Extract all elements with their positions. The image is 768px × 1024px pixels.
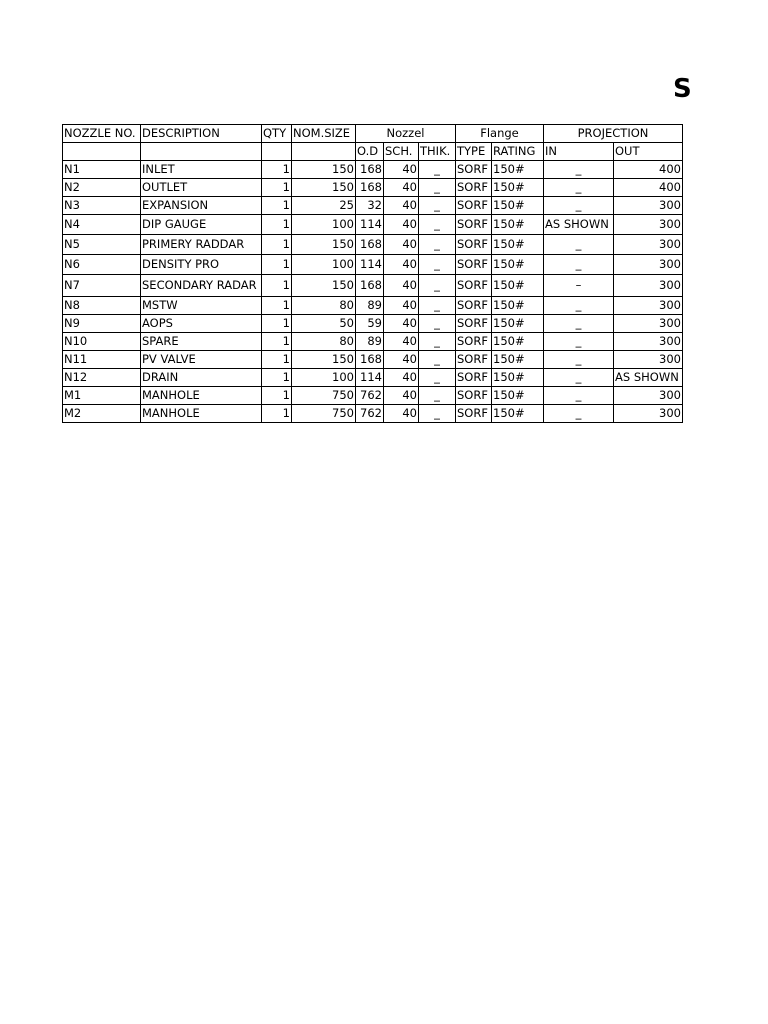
table-body	[63, 161, 683, 423]
cell-type: SORF	[456, 161, 492, 179]
table-subheader-row	[63, 143, 683, 161]
subheader-thik: THIK.	[419, 143, 456, 161]
cell-projection-in: _	[544, 351, 614, 369]
cell-qty: 1	[262, 297, 292, 315]
cell-type: SORF	[456, 351, 492, 369]
cell-qty: 1	[262, 351, 292, 369]
subheader-type: TYPE	[456, 143, 492, 161]
cell-od: 168	[356, 235, 384, 255]
cell-sch: 40	[384, 197, 419, 215]
subheader-empty	[292, 143, 356, 161]
table-header-row	[63, 125, 683, 143]
table-row	[63, 197, 683, 215]
cell-nom-size: 750	[292, 387, 356, 405]
cell-projection-in: –	[544, 275, 614, 297]
cell-thik: _	[419, 197, 456, 215]
cell-thik: _	[419, 315, 456, 333]
cell-nom-size: 100	[292, 369, 356, 387]
cell-description: SPARE	[141, 333, 262, 351]
cell-nozzle-no: N2	[63, 179, 141, 197]
cell-nozzle-no: N6	[63, 255, 141, 275]
header-flange: Flange	[456, 125, 544, 143]
cell-description: MANHOLE	[141, 405, 262, 423]
cell-projection-out: AS SHOWN	[614, 369, 683, 387]
cell-qty: 1	[262, 315, 292, 333]
cell-nom-size: 150	[292, 161, 356, 179]
cell-sch: 40	[384, 315, 419, 333]
cell-projection-in: _	[544, 161, 614, 179]
cell-projection-out: 300	[614, 405, 683, 423]
cell-projection-out: 300	[614, 197, 683, 215]
cell-projection-out: 300	[614, 297, 683, 315]
cell-od: 89	[356, 333, 384, 351]
cell-od: 168	[356, 275, 384, 297]
cell-sch: 40	[384, 215, 419, 235]
page-title-fragment: S	[673, 74, 692, 104]
table-row	[63, 333, 683, 351]
cell-rating: 150#	[492, 179, 544, 197]
subheader-in: IN	[544, 143, 614, 161]
cell-nom-size: 80	[292, 333, 356, 351]
nozzle-schedule-table	[62, 124, 683, 423]
cell-od: 89	[356, 297, 384, 315]
cell-type: SORF	[456, 369, 492, 387]
cell-sch: 40	[384, 387, 419, 405]
cell-thik: _	[419, 297, 456, 315]
header-description: DESCRIPTION	[141, 125, 262, 143]
cell-od: 114	[356, 255, 384, 275]
cell-projection-out: 300	[614, 333, 683, 351]
cell-qty: 1	[262, 387, 292, 405]
cell-type: SORF	[456, 333, 492, 351]
cell-od: 32	[356, 197, 384, 215]
cell-rating: 150#	[492, 333, 544, 351]
cell-projection-in: _	[544, 369, 614, 387]
cell-qty: 1	[262, 333, 292, 351]
cell-qty: 1	[262, 161, 292, 179]
table-row	[63, 161, 683, 179]
cell-nozzle-no: N1	[63, 161, 141, 179]
subheader-rating: RATING	[492, 143, 544, 161]
cell-type: SORF	[456, 405, 492, 423]
cell-rating: 150#	[492, 315, 544, 333]
cell-projection-in: _	[544, 315, 614, 333]
cell-projection-out: 300	[614, 387, 683, 405]
cell-od: 168	[356, 161, 384, 179]
cell-projection-out: 400	[614, 179, 683, 197]
cell-description: DRAIN	[141, 369, 262, 387]
cell-sch: 40	[384, 351, 419, 369]
cell-projection-out: 300	[614, 215, 683, 235]
subheader-empty	[63, 143, 141, 161]
cell-projection-out: 300	[614, 351, 683, 369]
cell-nozzle-no: N9	[63, 315, 141, 333]
header-nom-size: NOM.SIZE	[292, 125, 356, 143]
cell-projection-out: 300	[614, 275, 683, 297]
cell-nozzle-no: N7	[63, 275, 141, 297]
cell-type: SORF	[456, 179, 492, 197]
table-row	[63, 315, 683, 333]
cell-sch: 40	[384, 275, 419, 297]
cell-nom-size: 100	[292, 255, 356, 275]
cell-thik: _	[419, 179, 456, 197]
cell-od: 59	[356, 315, 384, 333]
cell-sch: 40	[384, 297, 419, 315]
cell-projection-in: _	[544, 235, 614, 255]
cell-description: MANHOLE	[141, 387, 262, 405]
cell-qty: 1	[262, 255, 292, 275]
cell-type: SORF	[456, 297, 492, 315]
cell-projection-out: 300	[614, 315, 683, 333]
cell-projection-out: 300	[614, 255, 683, 275]
cell-qty: 1	[262, 215, 292, 235]
table-row	[63, 369, 683, 387]
cell-sch: 40	[384, 405, 419, 423]
cell-nom-size: 100	[292, 215, 356, 235]
subheader-od: O.D	[356, 143, 384, 161]
cell-projection-in: _	[544, 387, 614, 405]
table-row	[63, 351, 683, 369]
cell-nom-size: 150	[292, 351, 356, 369]
cell-rating: 150#	[492, 235, 544, 255]
cell-thik: _	[419, 235, 456, 255]
cell-rating: 150#	[492, 215, 544, 235]
table-row	[63, 179, 683, 197]
header-nozzle-no: NOZZLE NO.	[63, 125, 141, 143]
cell-thik: _	[419, 275, 456, 297]
cell-od: 762	[356, 387, 384, 405]
cell-rating: 150#	[492, 197, 544, 215]
cell-rating: 150#	[492, 387, 544, 405]
cell-description: DENSITY PRO	[141, 255, 262, 275]
cell-nozzle-no: N8	[63, 297, 141, 315]
subheader-empty	[262, 143, 292, 161]
table-row	[63, 235, 683, 255]
cell-projection-in: _	[544, 179, 614, 197]
cell-nom-size: 25	[292, 197, 356, 215]
cell-nom-size: 150	[292, 275, 356, 297]
cell-nozzle-no: N11	[63, 351, 141, 369]
cell-nom-size: 150	[292, 235, 356, 255]
cell-sch: 40	[384, 179, 419, 197]
cell-od: 114	[356, 215, 384, 235]
cell-description: AOPS	[141, 315, 262, 333]
cell-nozzle-no: N3	[63, 197, 141, 215]
cell-projection-in: _	[544, 297, 614, 315]
cell-rating: 150#	[492, 255, 544, 275]
cell-rating: 150#	[492, 161, 544, 179]
cell-rating: 150#	[492, 405, 544, 423]
cell-sch: 40	[384, 161, 419, 179]
cell-projection-out: 400	[614, 161, 683, 179]
header-projection: PROJECTION	[544, 125, 683, 143]
header-nozzel: Nozzel	[356, 125, 456, 143]
cell-type: SORF	[456, 275, 492, 297]
cell-qty: 1	[262, 369, 292, 387]
cell-sch: 40	[384, 333, 419, 351]
cell-type: SORF	[456, 255, 492, 275]
cell-nozzle-no: M1	[63, 387, 141, 405]
cell-thik: _	[419, 255, 456, 275]
cell-rating: 150#	[492, 369, 544, 387]
cell-type: SORF	[456, 387, 492, 405]
cell-od: 762	[356, 405, 384, 423]
cell-qty: 1	[262, 405, 292, 423]
cell-nozzle-no: N4	[63, 215, 141, 235]
cell-nom-size: 80	[292, 297, 356, 315]
table-row	[63, 275, 683, 297]
cell-thik: _	[419, 351, 456, 369]
cell-type: SORF	[456, 235, 492, 255]
cell-rating: 150#	[492, 275, 544, 297]
cell-nom-size: 150	[292, 179, 356, 197]
cell-qty: 1	[262, 197, 292, 215]
cell-nozzle-no: N5	[63, 235, 141, 255]
cell-qty: 1	[262, 235, 292, 255]
table-row	[63, 387, 683, 405]
cell-od: 168	[356, 179, 384, 197]
cell-od: 168	[356, 351, 384, 369]
cell-rating: 150#	[492, 297, 544, 315]
cell-nozzle-no: M2	[63, 405, 141, 423]
subheader-empty	[141, 143, 262, 161]
cell-description: PRIMERY RADDAR	[141, 235, 262, 255]
table-row	[63, 297, 683, 315]
cell-sch: 40	[384, 255, 419, 275]
cell-description: MSTW	[141, 297, 262, 315]
cell-rating: 150#	[492, 351, 544, 369]
cell-thik: _	[419, 161, 456, 179]
cell-projection-in: _	[544, 333, 614, 351]
cell-sch: 40	[384, 235, 419, 255]
cell-nom-size: 50	[292, 315, 356, 333]
subheader-sch: SCH.	[384, 143, 419, 161]
cell-projection-in: AS SHOWN	[544, 215, 614, 235]
cell-nozzle-no: N12	[63, 369, 141, 387]
cell-description: PV VALVE	[141, 351, 262, 369]
table-row	[63, 215, 683, 235]
cell-description: SECONDARY RADAR	[141, 275, 262, 297]
cell-thik: _	[419, 387, 456, 405]
header-qty: QTY	[262, 125, 292, 143]
cell-projection-in: _	[544, 255, 614, 275]
cell-description: INLET	[141, 161, 262, 179]
cell-sch: 40	[384, 369, 419, 387]
cell-projection-in: _	[544, 197, 614, 215]
cell-nom-size: 750	[292, 405, 356, 423]
cell-type: SORF	[456, 215, 492, 235]
subheader-out: OUT	[614, 143, 683, 161]
cell-thik: _	[419, 333, 456, 351]
cell-projection-in: _	[544, 405, 614, 423]
cell-projection-out: 300	[614, 235, 683, 255]
cell-type: SORF	[456, 315, 492, 333]
cell-type: SORF	[456, 197, 492, 215]
cell-description: EXPANSION	[141, 197, 262, 215]
table-row	[63, 255, 683, 275]
cell-od: 114	[356, 369, 384, 387]
cell-thik: _	[419, 405, 456, 423]
cell-description: OUTLET	[141, 179, 262, 197]
cell-qty: 1	[262, 179, 292, 197]
cell-qty: 1	[262, 275, 292, 297]
table-row	[63, 405, 683, 423]
cell-nozzle-no: N10	[63, 333, 141, 351]
cell-thik: _	[419, 369, 456, 387]
cell-description: DIP GAUGE	[141, 215, 262, 235]
cell-thik: _	[419, 215, 456, 235]
